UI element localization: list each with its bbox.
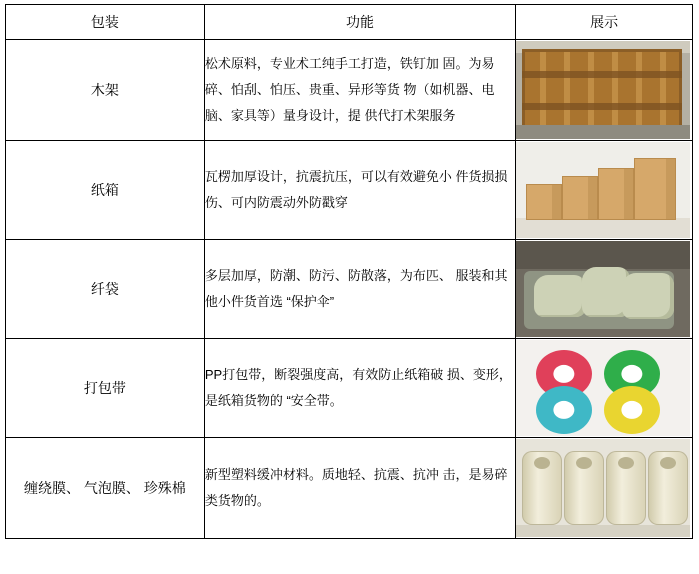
package-demo-strapping <box>516 339 693 438</box>
package-function-wood-crate: 松术原料，专业术工纯手工打造，铁钉加 固。为易碎、怕刮、怕压、贵重、异形等货 物（如机器、电脑、家具等）量身设计，提 供代打术架服务 <box>204 40 515 141</box>
package-demo-carton <box>516 141 693 240</box>
package-demo-woven-bag <box>516 240 693 339</box>
wooden-crate-photo <box>516 41 690 139</box>
column-header-function: 功能 <box>204 5 515 40</box>
packaging-table <box>5 4 693 539</box>
column-header-demo: 展示 <box>516 5 693 40</box>
packaging-table-page <box>0 4 699 574</box>
table-row <box>6 141 693 240</box>
package-demo-stretch-film <box>516 438 693 539</box>
table-header-row <box>6 5 693 40</box>
package-name-carton: 纸箱 <box>6 141 205 240</box>
strapping-rolls-photo <box>516 340 690 436</box>
package-function-woven-bag: 多层加厚，防潮、防污、防散落，为布匹、 服装和其他小件货首选 “保护伞” <box>204 240 515 339</box>
table-row <box>6 240 693 339</box>
package-demo-wood-crate <box>516 40 693 141</box>
table-row <box>6 339 693 438</box>
carton-boxes-photo <box>516 142 690 238</box>
package-name-woven-bag: 纤袋 <box>6 240 205 339</box>
package-name-wood-crate: 木架 <box>6 40 205 141</box>
column-header-package: 包装 <box>6 5 205 40</box>
package-function-carton: 瓦楞加厚设计，抗震抗压，可以有效避免小 件货损损伤、可内防震动外防戳穿 <box>204 141 515 240</box>
package-function-stretch-film: 新型塑料缓冲材料。质地轻、抗震、抗冲 击，是易碎类货物的。 <box>204 438 515 539</box>
stretch-film-rolls-photo <box>516 439 690 537</box>
table-header <box>6 5 693 40</box>
table-row <box>6 438 693 539</box>
package-function-strapping: PP打包带，断裂强度高，有效防止纸箱破 损、变形，是纸箱货物的 “安全带。 <box>204 339 515 438</box>
table-body <box>6 40 693 539</box>
woven-bags-photo <box>516 241 690 337</box>
package-name-strapping: 打包带 <box>6 339 205 438</box>
package-name-stretch-film: 缠绕膜、 气泡膜、 珍殊棉 <box>6 438 205 539</box>
table-row <box>6 40 693 141</box>
